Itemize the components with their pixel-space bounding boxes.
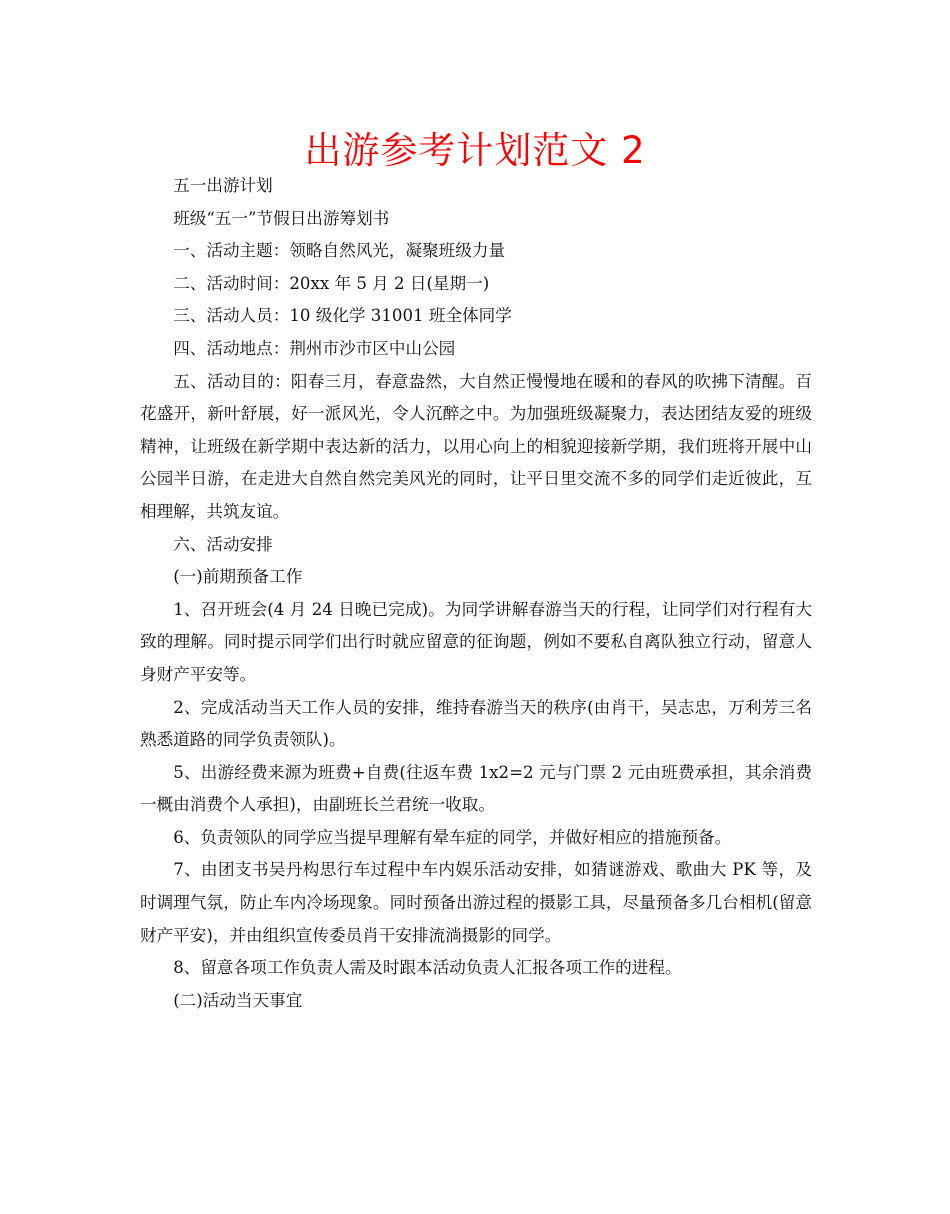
paragraph: 四、活动地点：荆州市沙市区中山公园 bbox=[173, 338, 456, 358]
paragraph: 7、由团支书吴丹构思行车过程中车内娱乐活动安排，如猜谜游戏、歌曲大 PK 等，及时调理气氛，防止车内冷场现象。同时预备出游过程的摄影工具，尽量预备多几台相机(留意财产平安)，并由组织宣传委员肖干安排流淌摄影的同学。 bbox=[140, 860, 812, 945]
paragraph: 六、活动安排 bbox=[173, 534, 273, 554]
paragraph: 一、活动主题：领略自然风光，凝聚班级力量 bbox=[173, 241, 506, 261]
paragraph: 6、负责领队的同学应当提早理解有晕车症的同学，并做好相应的措施预备。 bbox=[173, 827, 732, 847]
paragraph: 二、活动时间：20xx 年 5 月 2 日(星期一) bbox=[173, 273, 490, 293]
paragraph: 五、活动目的：阳春三月，春意盎然，大自然正慢慢地在暖和的春风的吹拂下清醒。百花盛开，新叶舒展，好一派风光，令人沉醉之中。为加强班级凝聚力，表达团结友爱的班级精神，让班级在新学期中表达新的活力，以用心向上的相貌迎接新学期，我们班将开展中山公园半日游，在走进大自然自然完美风光的同时，让平日里交流不多的同学们走近彼此，互相理解，共筑友谊。 bbox=[140, 371, 812, 521]
paragraph: 五一出游计划 bbox=[173, 176, 273, 195]
paragraph: 2、完成活动当天工作人员的安排，维持春游当天的秩序(由肖干，吴志忠，万利芳三名熟悉道路的同学负责领队)。 bbox=[140, 697, 812, 750]
paragraph: 班级“五一”节假日出游筹划书 bbox=[173, 208, 390, 228]
paragraph: (一)前期预备工作 bbox=[173, 567, 303, 587]
document-title: 出游参考计划范文 2 bbox=[304, 129, 646, 172]
paragraph: (二)活动当天事宜 bbox=[173, 990, 303, 1010]
paragraph: 8、留意各项工作负责人需及时跟本活动负责人汇报各项工作的进程。 bbox=[173, 958, 682, 978]
paragraph: 三、活动人员：10 级化学 31001 班全体同学 bbox=[173, 306, 512, 326]
paragraph: 1、召开班会(4 月 24 日晚已完成)。为同学讲解春游当天的行程，让同学们对行程有大致的理解。同时提示同学们出行时就应留意的征询题，例如不要私自离队独立行动，留意人身财产平安等。 bbox=[140, 599, 812, 684]
paragraph: 5、出游经费来源为班费+自费(往返车费 1x2=2 元与门票 2 元由班费承担，其余消费一概由消费个人承担)，由副班长兰君统一收取。 bbox=[140, 762, 812, 815]
document-body bbox=[140, 170, 812, 1017]
